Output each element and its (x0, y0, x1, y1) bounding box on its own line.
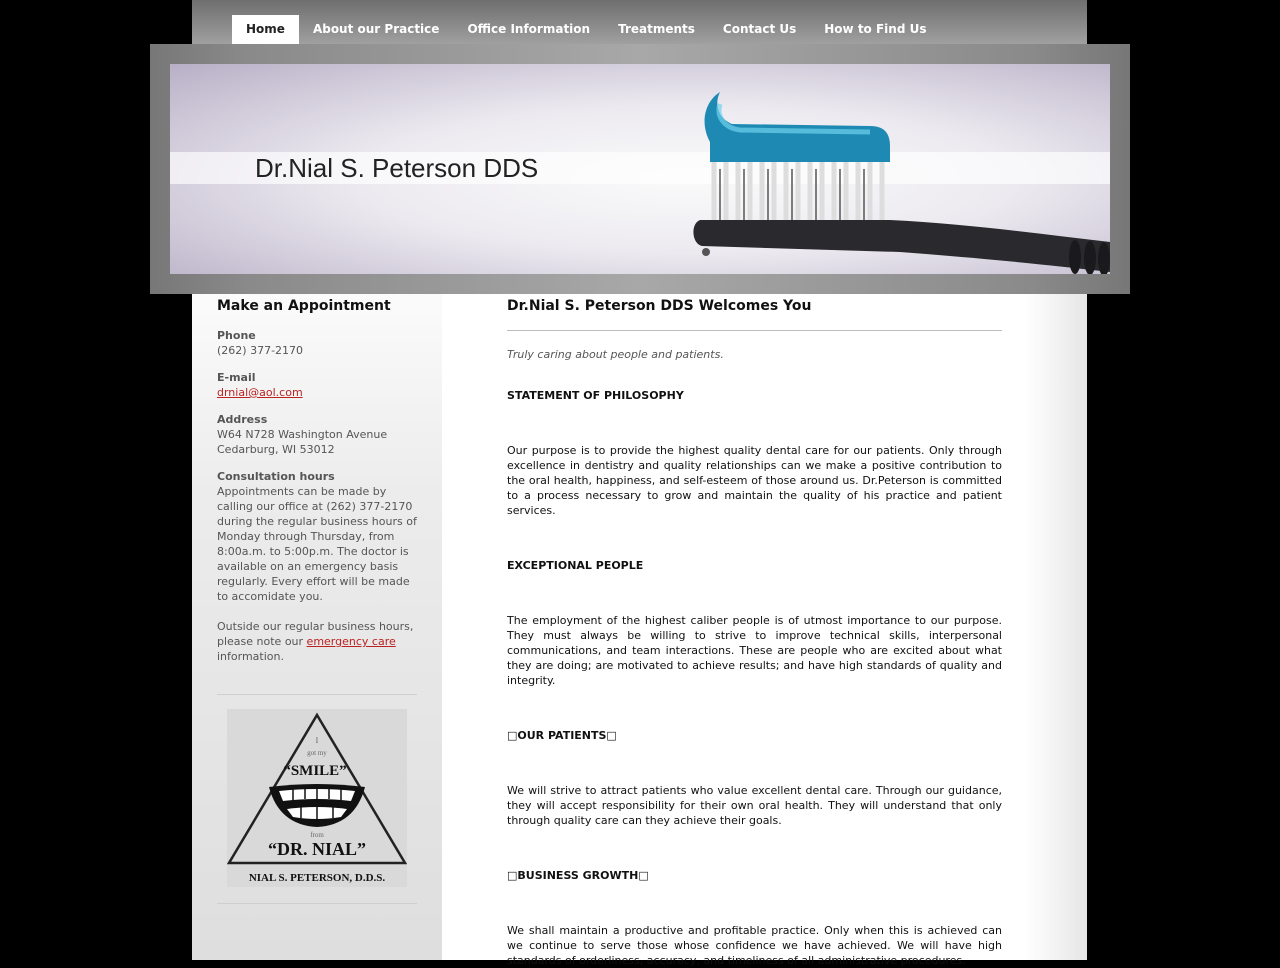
nav-how-to-find-us[interactable]: How to Find Us (824, 22, 927, 36)
sidebar (217, 294, 417, 904)
phone-value: (262) 377-2170 (217, 344, 304, 357)
section-title-people: EXCEPTIONAL PEOPLE (507, 559, 644, 572)
hours-text: Appointments can be made by calling our office at (262) 377-2170 during the regular business hours of Monday through Thursday, from 8:00a.m. to 5:00p.m. The doctor is available on an emergency basis regularly. Every effort will be made to accomidate you. (217, 485, 417, 603)
page-title: Dr.Nial S. Peterson DDS Welcomes You (507, 298, 812, 314)
outside-hours-block (217, 619, 417, 664)
toothbrush-image (680, 74, 1110, 274)
nav-about-our-practice[interactable]: About our Practice (312, 22, 440, 36)
emergency-care-link[interactable]: emergency care (306, 635, 396, 648)
sidebar-divider-bottom (217, 903, 417, 904)
section-text-people: The employment of the highest caliber people is of utmost importance to our purpose. They must always be willing to strive to improve technical skills, interpersonal communications, and team interactions. These are people who are excited about what they are doing; are motivated to achieve results; and have high standards of quality and integrity. (507, 614, 1002, 687)
outside-hours-text: Outside our regular business hours, please note our (217, 620, 414, 648)
logo-text-smile: “SMILE” (283, 763, 347, 779)
logo-text-name: NIAL S. PETERSON, D.D.S. (248, 872, 386, 884)
main-nav (232, 15, 940, 44)
nav-home[interactable]: Home (232, 15, 299, 44)
nav-treatments[interactable]: Treatments (618, 22, 695, 36)
email-label: E-mail (217, 371, 256, 384)
hours-label: Consultation hours (217, 470, 335, 483)
hours-block (217, 469, 417, 604)
sidebar-heading: Make an Appointment (217, 298, 391, 314)
tagline: Truly caring about people and patients. (507, 348, 724, 361)
address-line-1: W64 N728 Washington Avenue (217, 428, 388, 441)
smile-logo-graphic (227, 709, 407, 887)
logo-text-i: I (315, 736, 319, 745)
address-label: Address (217, 413, 268, 426)
section-text-patients: We will strive to attract patients who value excellent dental care. Through our guidance, they will accept responsibility for their own oral health. They will understand that only through quality care can they achieve their goals. (507, 784, 1002, 827)
section-title-patients: □OUR PATIENTS□ (507, 729, 617, 742)
address-line-2: Cedarburg, WI 53012 (217, 443, 335, 456)
sidebar-divider (217, 694, 417, 695)
site-title: Dr.Nial S. Peterson DDS (255, 153, 539, 183)
address-block (217, 412, 417, 457)
title-divider (507, 330, 1002, 331)
logo-text-from: from (310, 831, 324, 839)
section-text-growth: We shall maintain a productive and profitable practice. Only when this is achieved can we continue to serve those whose confidence we have achieved. We will have high standards of orderliness, accuracy, and timeliness of all administrative procedures. (507, 924, 1002, 967)
smile-logo (227, 709, 407, 887)
nav-contact-us[interactable]: Contact Us (722, 22, 797, 36)
header-banner (170, 64, 1110, 274)
section-title-growth: □BUSINESS GROWTH□ (507, 869, 649, 882)
email-link[interactable]: drnial@aol.com (217, 386, 303, 399)
nav-office-information[interactable]: Office Information (467, 22, 591, 36)
phone-label: Phone (217, 329, 256, 342)
phone-block (217, 328, 417, 358)
outside-hours-suffix: information. (217, 650, 284, 663)
email-block (217, 370, 417, 400)
logo-text-dr-nial: “DR. NIAL” (267, 839, 367, 859)
main-content (507, 294, 1002, 968)
section-text-philosophy: Our purpose is to provide the highest quality dental care for our patients. Only through excellence in dentistry and quality relationships can we make a positive contribution to the oral health, happiness, and self-esteem of those around us. Dr.Peterson is committed to a process necessary to grow and maintain the quality of his practice and patient services. (507, 444, 1002, 517)
section-title-philosophy: STATEMENT OF PHILOSOPHY (507, 389, 684, 402)
logo-text-got-my: got my (307, 749, 327, 757)
